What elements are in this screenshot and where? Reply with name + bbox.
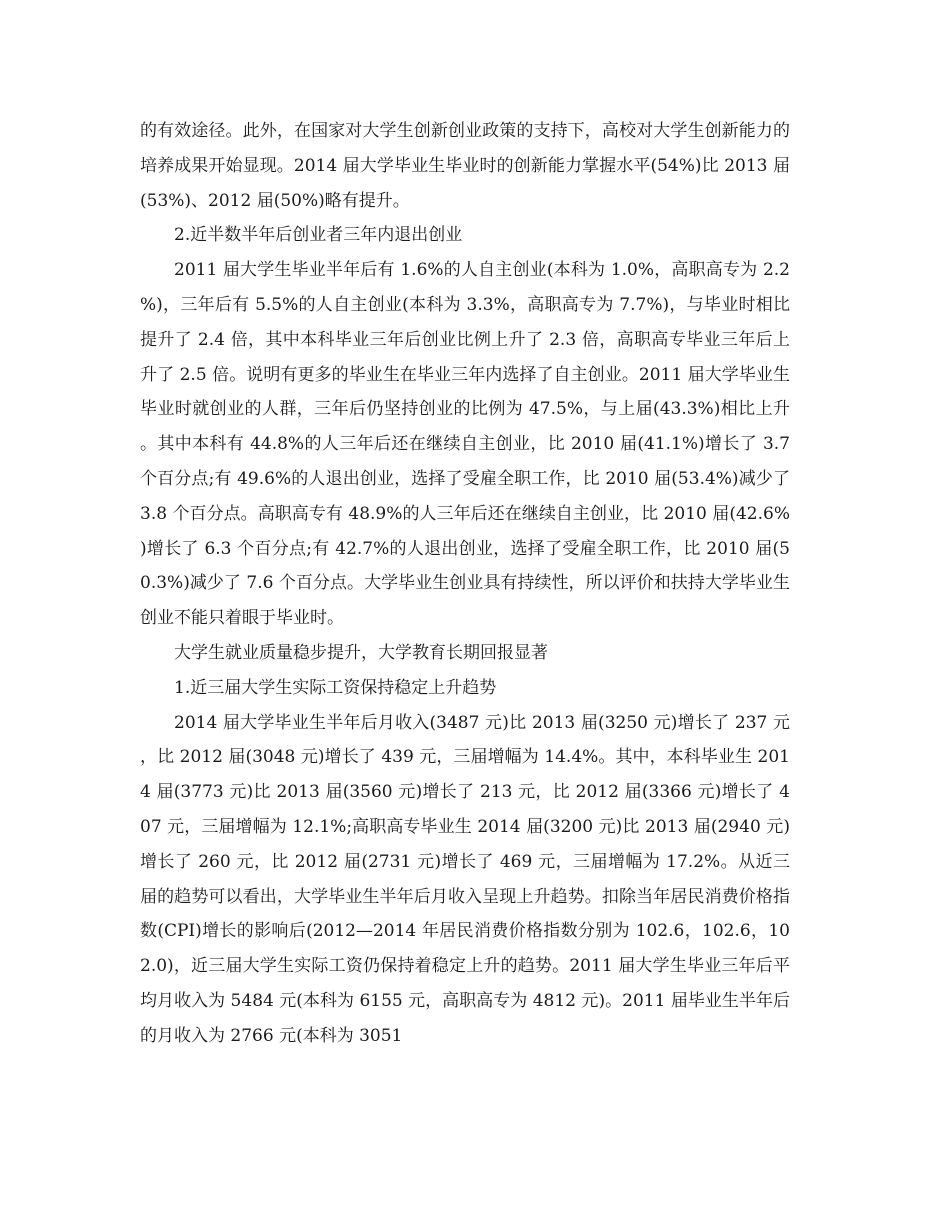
paragraph-entrepreneurship-stats: 2011 届大学生毕业半年后有 1.6%的人自主创业(本科为 1.0%，高职高专为 2.2%)，三年后有 5.5%的人自主创业(本科为 3.3%，高职高专为 7.7%)，与毕业时相比提升了 2.4 倍，其中本科毕业三年后创业比例上升了 2.3 倍，高职高专毕业三年后上升了 2.5 倍。说明有更多的毕业生在毕业三年内选择了自主创业。2011 届大学毕业生毕业时就创业的人群，三年后仍坚持创业的比例为 47.5%，与上届(43.3%)相比上升。其中本科有 44.8%的人三年后还在继续自主创业，比 2010 届(41.1%)增长了 3.7 个百分点;有 49.6%的人退出创业，选择了受雇全职工作，比 2010 届(53.4%)减少了 3.8 个百分点。高职高专有 48.9%的人三年后还在继续自主创业，比 2010 届(42.6%)增长了 6.3 个百分点;有 42.7%的人退出创业，选择了受雇全职工作，比 2010 届(50.3%)减少了 7.6 个百分点。大学毕业生创业具有持续性，所以评价和扶持大学毕业生创业不能只着眼于毕业时。	[140, 260, 790, 629]
paragraph-innovation-ability: 的有效途径。此外，在国家对大学生创新创业政策的支持下，高校对大学生创新能力的培养成果开始显现。2014 届大学毕业生毕业时的创新能力掌握水平(54%)比 2013 届(53%)、2012 届(50%)略有提升。	[140, 121, 790, 211]
heading-real-wage-trend: 1.近三届大学生实际工资保持稳定上升趋势	[174, 677, 497, 698]
document-body	[140, 114, 790, 1054]
paragraph-income-stats: 2014 届大学毕业生半年后月收入(3487 元)比 2013 届(3250 元)增长了 237 元，比 2012 届(3048 元)增长了 439 元，三届增幅为 14.4%。其中，本科毕业生 2014 届(3773 元)比 2013 届(3560 元)增长了 213 元，比 2012 届(3366 元)增长了 407 元，三届增幅为 12.1%;高职高专毕业生 2014 届(3200 元)比 2013 届(2940 元)增长了 260 元，比 2012 届(2731 元)增长了 469 元，三届增幅为 17.2%。从近三届的趋势可以看出，大学毕业生半年后月收入呈现上升趋势。扣除当年居民消费价格指数(CPI)增长的影响后(2012—2014 年居民消费价格指数分别为 102.6，102.6，102.0)，近三届大学生实际工资仍保持着稳定上升的趋势。2011 届大学生毕业三年后平均月收入为 5484 元(本科为 6155 元，高职高专为 4812 元)。2011 届毕业生半年后的月收入为 2766 元(本科为 3051	[140, 712, 790, 1046]
heading-employment-quality: 大学生就业质量稳步提升，大学教育长期回报显著	[174, 642, 548, 663]
heading-entrepreneur-exit: 2.近半数半年后创业者三年内退出创业	[174, 225, 463, 246]
